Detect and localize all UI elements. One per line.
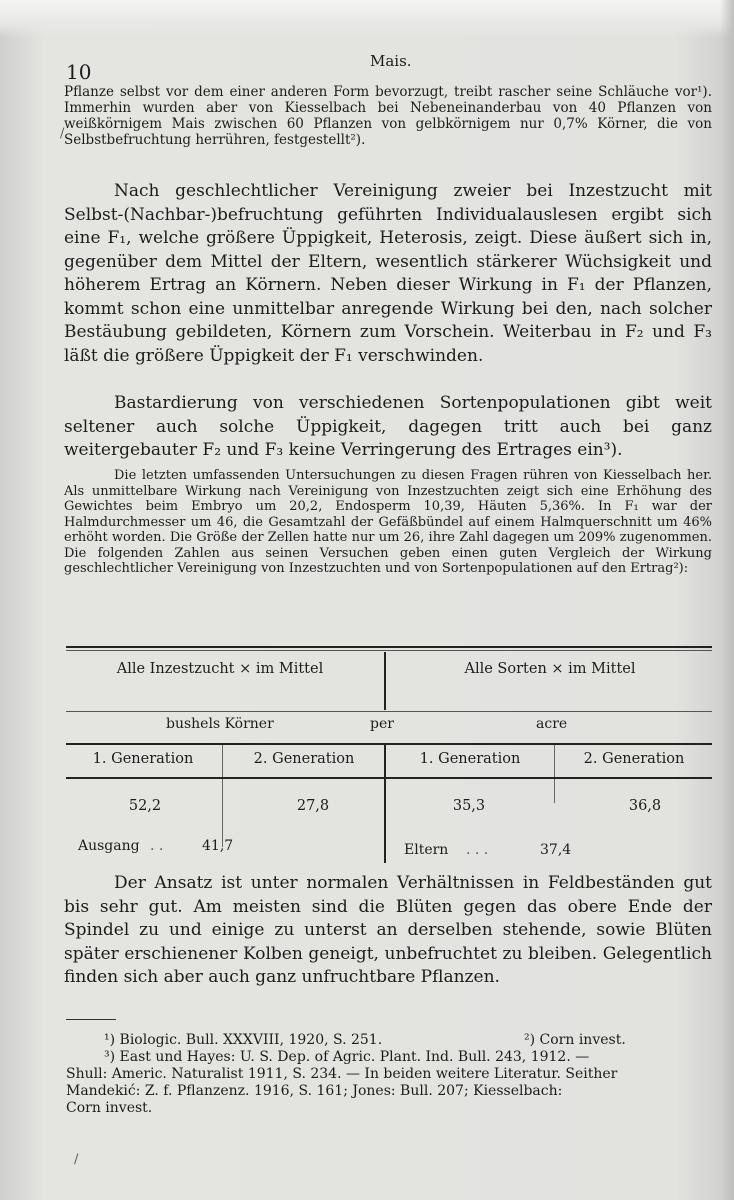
footnote-3-line-2: Shull: Americ. Naturalist 1911, S. 234. — In beiden weitere Literatur. Seither xyxy=(66,1066,618,1082)
table-col-divider-1 xyxy=(222,745,223,847)
page-header xyxy=(66,52,704,82)
table-col-divider-3 xyxy=(554,745,555,803)
footnote-1: ¹) Biologic. Bull. XXXVIII, 1920, S. 251. xyxy=(104,1032,383,1048)
footnote-3-line-4: Corn invest. xyxy=(66,1100,153,1116)
page-top-edge xyxy=(0,0,734,38)
table-col-divider-2 xyxy=(384,745,386,863)
table-group-right: Alle Sorten ⨯ im Mittel xyxy=(464,661,636,677)
footnote-3-line-1: ³) East und Hayes: U. S. Dep. of Agric. Plant. Ind. Bull. 243, 1912. — xyxy=(104,1049,590,1065)
table-value-1: 52,2 xyxy=(128,798,162,814)
table-rule-unit xyxy=(66,711,712,712)
page-right-edge xyxy=(720,0,734,1200)
footnote-2: ²) Corn invest. xyxy=(524,1032,626,1048)
table-rule-body xyxy=(66,777,712,779)
table-top-rule xyxy=(66,646,712,648)
paragraph-1: Pflanze selbst vor dem einer anderen Form bevorzugt, treibt rascher seine Schläuche vor¹). Immerhin wurden aber von Kiesselbach bei Nebeneinanderbau von 40 Pflanzen von weißkörnigem Mais zwischen 60 Pflanzen von gelbkörnigem nur 0,7% Körner, die von Selbstbefruchtung herrühren, festgestellt²). xyxy=(64,84,712,148)
table-group-divider xyxy=(384,652,386,710)
paragraph-4: Die letzten umfassenden Untersuchungen zu diesen Fragen rühren von Kiesselbach her. Als unmittelbare Wirkung nach Vereinigung von Inzestzuchten zeigt sich eine Erhöhung des Gewichtes beim Embryo um 20,2, Endosperm 10,39, Häuten 5,36%. In F₁ war der Halmdurchmesser um 46, die Gesamtzahl der Gefäßbündel auf einem Halmquerschnitt um 46% erhöht worden. Die Größe der Zellen hatte nur um 26, ihre Zahl dagegen um 209% zugenommen. Die folgenden Zahlen aus seinen Versuchen geben einen guten Vergleich der Wirkung geschlechtlicher Vereinigung von Inzestzuchten und von Sortenpopulationen auf den Ertrag²): xyxy=(64,468,712,576)
table-rule-header xyxy=(66,743,712,745)
footnote-row-1 xyxy=(66,1032,710,1049)
paragraph-5: Der Ansatz ist unter normalen Verhältnissen in Feldbeständen gut bis sehr gut. Am meisten sind die Blüten gegen das obere Ende der Spindel zu und einige zu unterst an derselben stehende, sowie Blüten später erschienener Kolben geneigt, unbefruchtet zu bleiben. Gelegentlich finden sich aber auch ganz unfruchtbare Pflanzen. xyxy=(64,873,712,987)
table-unit-c: acre xyxy=(536,716,568,732)
table-leader-right: . . . xyxy=(466,842,489,858)
table-col-header-1: 1. Generation xyxy=(92,751,194,767)
running-title: Mais. xyxy=(370,52,412,70)
table-col-header-4: 2. Generation xyxy=(583,751,685,767)
footnote-rule xyxy=(66,1019,116,1020)
margin-mark-bottom: / xyxy=(74,1152,79,1167)
table-value-4: 36,8 xyxy=(628,798,662,814)
table-group-left: Alle Inzestzucht ⨯ im Mittel xyxy=(116,661,324,677)
table-col-header-3: 1. Generation xyxy=(419,751,521,767)
paragraph-2: Nach geschlechtlicher Vereinigung zweier bei Inzestzucht mit Selbst-(Nachbar-)befruchtung geführten Individualauslesen ergibt sich eine F₁, welche größere Üppigkeit, Heterosis, zeigt. Diese äußert sich in, gegenüber dem Mittel der Eltern, wesentlich stärkerer Wüchsigkeit und höherem Ertrag an Körnern. Neben dieser Wirkung in F₁ der Pflanzen, kommt schon eine unmittelbar anregende Wirkung bei den, nach solcher Bestäubung gebildeten, Körnern zum Vorschein. Weiterbau in F₂ und F₃ läßt die größere Üppigkeit der F₁ verschwinden. xyxy=(64,181,712,366)
table-value-eltern: 37,4 xyxy=(540,842,572,858)
footnotes xyxy=(66,1032,710,1117)
table-top-rule-2 xyxy=(66,650,712,651)
table-col-header-2: 2. Generation xyxy=(253,751,355,767)
table-value-3: 35,3 xyxy=(452,798,486,814)
page-number: 10 xyxy=(66,60,92,84)
paragraph-3: Bastardierung von verschiedenen Sortenpopulationen gibt weit seltener auch solche Üppigkeit, dagegen tritt auch bei ganz weitergebauter F₂ und F₃ keine Verringerung des Ertrages ein³). xyxy=(64,393,712,460)
table-unit-b: per xyxy=(370,716,394,732)
table-value-2: 27,8 xyxy=(296,798,330,814)
table-value-ausgang: 41,7 xyxy=(202,838,234,854)
table-label-ausgang: Ausgang xyxy=(78,838,140,854)
footnote-3-line-3: Mandekić: Z. f. Pflanzenz. 1916, S. 161; Jones: Bull. 207; Kiesselbach: xyxy=(66,1083,563,1099)
table-leader-left: . . xyxy=(150,838,164,854)
margin-mark: / xyxy=(60,126,65,141)
table-unit-a: bushels Körner xyxy=(166,716,274,732)
table-label-eltern: Eltern xyxy=(404,842,449,858)
